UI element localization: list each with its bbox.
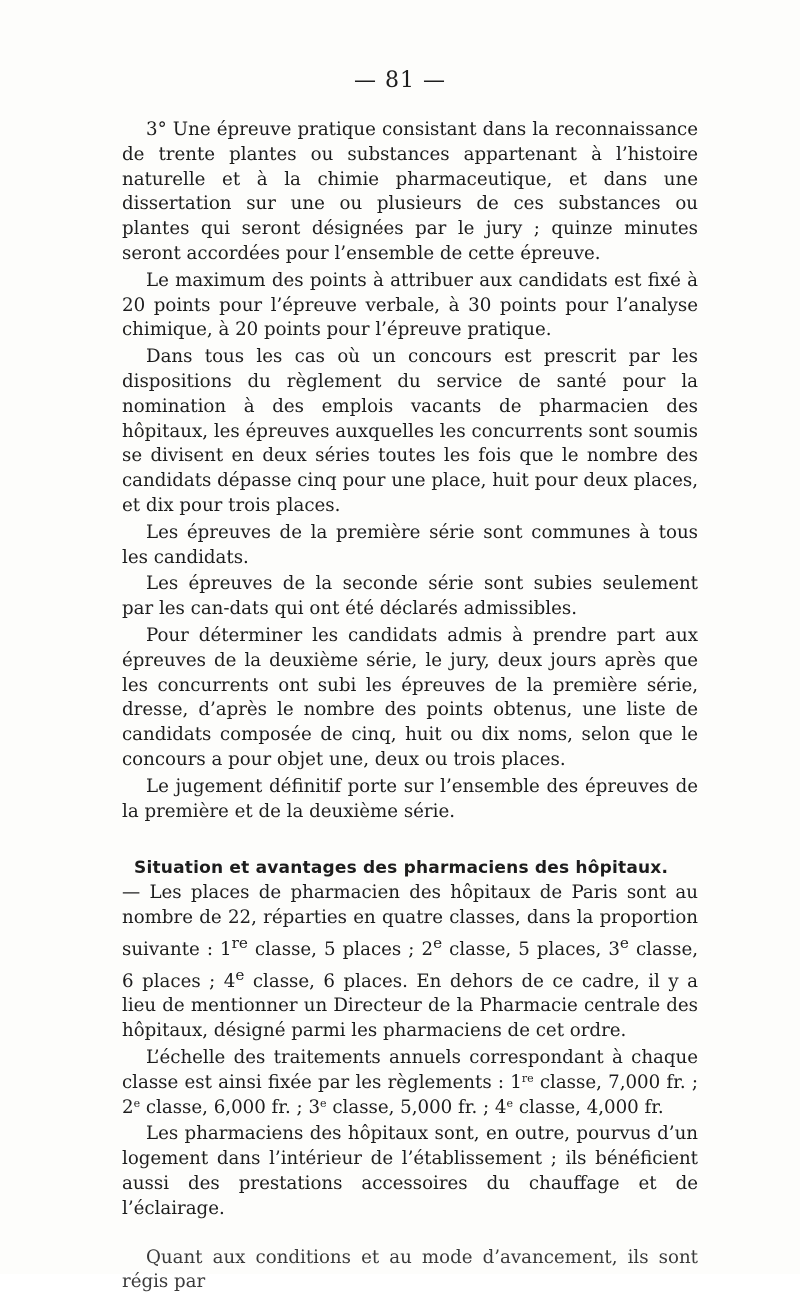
last-spacer (122, 1224, 698, 1246)
paragraph-maximum-points: Le maximum des points à attribuer aux candidats est fixé à 20 points pour l’épreuve verbale, à 30 points pour l’analyse chimique, à 20 points pour l’épreuve pratique. (122, 269, 698, 341)
paragraph-last-line: Quant aux conditions et au mode d’avancement, ils sont régis par (122, 1246, 698, 1293)
section-title: Situation et avantages des pharmaciens des hôpitaux. (134, 858, 669, 879)
salary-sup-1: re (521, 1071, 534, 1085)
salary-text-d: classe, 5,000 fr. ; 4 (326, 1096, 507, 1118)
paragraph-salary-scale (122, 1046, 698, 1120)
section-text-c: classe, 5 places, 3 (442, 938, 620, 960)
salary-text-b: classe, 7,000 fr. ; 2 (122, 1071, 698, 1118)
section-text-a: — Les places de pharmacien des hôpitaux de Paris sont au nombre de 22, réparties en quatre classes, dans la proportion suivante : 1 (122, 882, 698, 960)
sup-3: e (619, 933, 629, 952)
salary-sup-2: e (133, 1096, 141, 1110)
section-spacer (122, 826, 698, 856)
section-text-e: classe, 6 places. En dehors de ce cadre, il y a lieu de mentionner un Directeur de la Pharmacie centrale des hôpitaux, désigné parmi les pharmaciens de cet ordre. (122, 970, 698, 1042)
paragraph-competition-rules: Dans tous les cas où un concours est prescrit par les dispositions du règlement du service de santé pour la nomination à des emplois vacants de pharmacien des hôpitaux, les épreuves auxquelles les concurrents sont soumis se divisent en deux séries toutes les fois que le nombre des candidats dépasse cinq pour une place, huit pour deux places, et dix pour trois places. (122, 346, 698, 516)
paragraph-first-series: Les épreuves de la première série sont communes à tous les candidats. (122, 521, 698, 568)
sup-2: e (433, 933, 443, 952)
paragraph-practical-exam: 3° Une épreuve pratique consistant dans la reconnaissance de trente plantes ou substances appartenant à l’histoire naturelle et à la chimie pharmaceutique, et dans une dissertation sur une ou plusieurs de ces substances ou plantes qui seront désignées par le jury ; quinze minutes seront accordées pour l’ensemble de cette épreuve. (122, 119, 698, 264)
paragraph-lodging: Les pharmaciens des hôpitaux sont, en outre, pourvus d’un logement dans l’intérieur de l’établissement ; ils bénéficient aussi des prestations accessoires du chauffage et de l’éclairage. (122, 1123, 698, 1219)
paragraph-final-judgment: Le jugement définitif porte sur l’ensemble des épreuves de la première et de la deuxième série. (122, 775, 698, 822)
paragraph-admission-list: Pour déterminer les candidats admis à prendre part aux épreuves de la deuxième série, le jury, deux jours après que les concurrents ont subi les épreuves de la première série, dresse, d’après le nombre des points obtenus, une liste de candidats composée de cinq, huit ou dix noms, selon que le concours a pour objet une, deux ou trois places. (122, 624, 698, 770)
salary-sup-4: e (506, 1096, 514, 1110)
salary-text-c: classe, 6,000 fr. ; 3 (140, 1096, 321, 1118)
page-body (122, 118, 698, 1297)
sup-1: re (231, 933, 248, 952)
sup-4: e (235, 965, 245, 984)
paragraph-second-series: Les épreuves de la seconde série sont subies seulement par les can-dats qui ont été déclarés admissibles. (122, 573, 698, 620)
salary-sup-3: e (320, 1096, 327, 1110)
section-text-b: classe, 5 places ; 2 (247, 938, 434, 960)
section-text-d: classe, 6 places ; 4 (122, 938, 698, 992)
salary-text-e: classe, 4,000 fr. (513, 1096, 664, 1118)
salary-text-a: L’échelle des traitements annuels correspondant à chaque classe est ainsi fixée par les règlements : 1 (122, 1047, 698, 1093)
section-paragraph (122, 856, 698, 1044)
page-number: — 81 — (354, 68, 446, 93)
